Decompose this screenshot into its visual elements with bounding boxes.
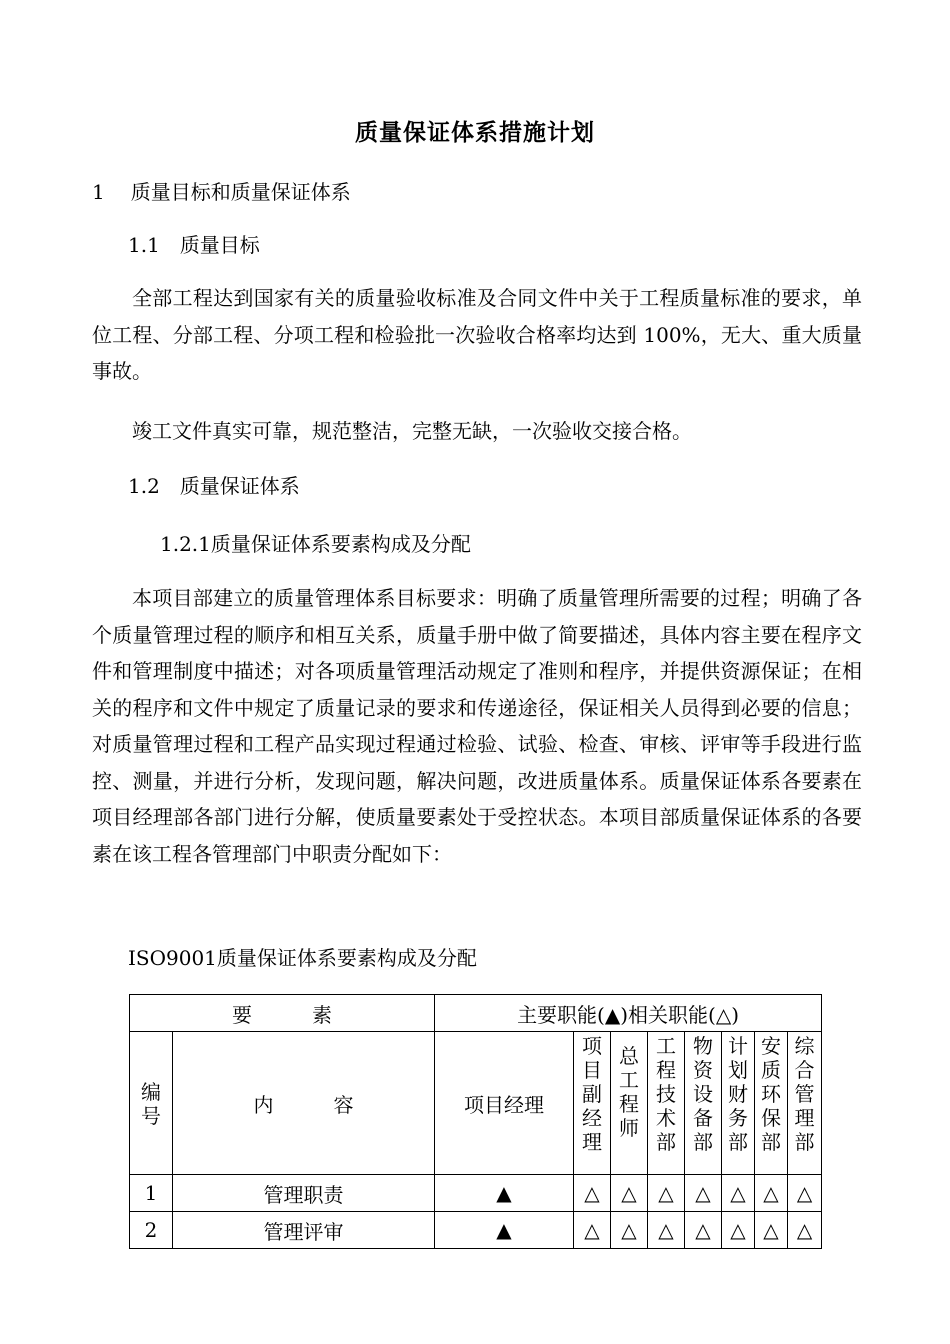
header-dept-general-text: 综合管理部 <box>794 1034 815 1154</box>
row-dept-mark: △ <box>722 1175 755 1212</box>
row-dept-mark: △ <box>788 1212 822 1249</box>
table-header-row-1 <box>130 995 822 1032</box>
header-dept-deputy-manager-text: 项目副经理 <box>582 1034 602 1154</box>
table-row <box>130 1212 822 1249</box>
section-1-2-title: 质量保证体系 <box>179 474 300 498</box>
row-content: 管理职责 <box>173 1175 435 1212</box>
section-1-heading <box>92 176 351 205</box>
header-content: 内 容 <box>173 1032 435 1175</box>
header-dept-engineering <box>648 1032 685 1175</box>
section-1-1-title: 质量目标 <box>179 233 260 257</box>
section-1-2-heading <box>128 470 300 499</box>
header-manager: 项目经理 <box>435 1032 574 1175</box>
section-1-2-1-heading: 1.2.1质量保证体系要素构成及分配 <box>160 532 471 556</box>
row-dept-mark: △ <box>788 1175 822 1212</box>
row-dept-mark: △ <box>574 1212 611 1249</box>
section-1-2-number: 1.2 <box>128 474 160 498</box>
header-elements: 要 素 <box>130 995 435 1032</box>
header-dept-chief-engineer-text: 总工程师 <box>619 1044 639 1140</box>
row-dept-mark: △ <box>722 1212 755 1249</box>
row-dept-mark: △ <box>755 1175 788 1212</box>
row-dept-mark: △ <box>648 1212 685 1249</box>
row-dept-mark: △ <box>574 1175 611 1212</box>
header-functions: 主要职能(▲)相关职能(△) <box>435 995 822 1032</box>
row-dept-mark: △ <box>648 1175 685 1212</box>
quality-goal-paragraph: 全部工程达到国家有关的质量验收标准及合同文件中关于工程质量标准的要求，单位工程、分部工程、分项工程和检验批一次验收合格率均达到 100%，无大、重大质量事故。 <box>92 286 862 383</box>
section-1-title: 质量目标和质量保证体系 <box>130 180 351 204</box>
row-dept-mark: △ <box>755 1212 788 1249</box>
table-row <box>130 1175 822 1212</box>
header-dept-materials <box>685 1032 722 1175</box>
section-1-1-heading <box>128 229 260 258</box>
row-dept-mark: △ <box>685 1212 722 1249</box>
header-number <box>130 1032 173 1175</box>
section-1-1-number: 1.1 <box>128 233 160 257</box>
row-manager-mark: ▲ <box>435 1175 574 1212</box>
row-content: 管理评审 <box>173 1212 435 1249</box>
header-dept-general <box>788 1032 822 1175</box>
header-dept-deputy-manager <box>574 1032 611 1175</box>
header-number-text: 编号 <box>141 1080 161 1128</box>
row-dept-mark: △ <box>611 1212 648 1249</box>
row-dept-mark: △ <box>611 1175 648 1212</box>
header-dept-safety <box>755 1032 788 1175</box>
completion-docs-paragraph: 竣工文件真实可靠，规范整洁，完整无缺，一次验收交接合格。 <box>132 419 692 443</box>
header-dept-finance-text: 计划财务部 <box>728 1034 748 1154</box>
header-dept-chief-engineer <box>611 1032 648 1175</box>
quality-allocation-table <box>129 994 822 1249</box>
quality-system-paragraph: 本项目部建立的质量管理体系目标要求：明确了质量管理所需要的过程；明确了各个质量管理过程的顺序和相互关系，质量手册中做了简要描述，具体内容主要在程序文件和管理制度中描述；对各项质量管理活动规定了准则和程序，并提供资源保证；在相关的程序和文件中规定了质量记录的要求和传递途径，保证相关人员得到必要的信息；对质量管理过程和工程产品实现过程通过检验、试验、检查、审核、评审等手段进行监控、测量，并进行分析，发现问题，解决问题，改进质量体系。质量保证体系各要素在项目经理部各部门进行分解，使质量要素处于受控状态。本项目部质量保证体系的各要素在该工程各管理部门中职责分配如下： <box>92 586 862 866</box>
header-dept-materials-text: 物资设备部 <box>693 1034 713 1154</box>
header-dept-safety-text: 安质环保部 <box>761 1034 781 1154</box>
document-title: 质量保证体系措施计划 <box>355 120 595 146</box>
header-dept-finance <box>722 1032 755 1175</box>
row-manager-mark: ▲ <box>435 1212 574 1249</box>
section-1-number: 1 <box>92 180 105 204</box>
row-number: 2 <box>130 1212 173 1249</box>
table-caption: ISO9001质量保证体系要素构成及分配 <box>128 946 477 970</box>
row-number: 1 <box>130 1175 173 1212</box>
header-dept-engineering-text: 工程技术部 <box>656 1034 676 1154</box>
table-header-row-2 <box>130 1032 822 1175</box>
row-dept-mark: △ <box>685 1175 722 1212</box>
